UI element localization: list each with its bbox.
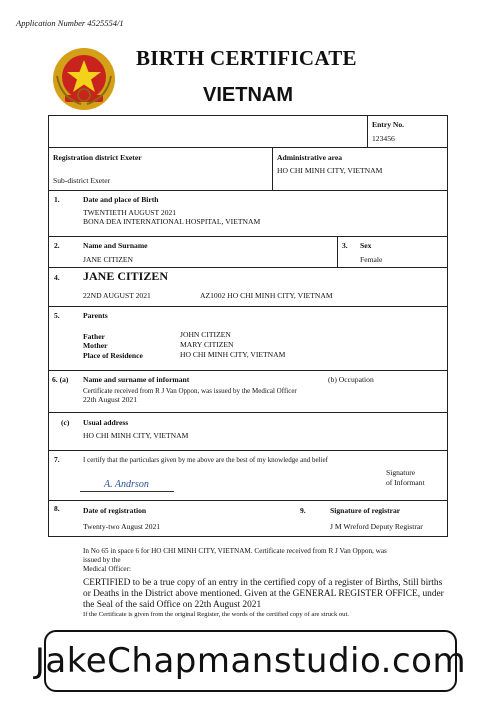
section-number: 7.: [54, 455, 60, 464]
child-address: AZ1002 HO CHI MINH CITY, VIETNAM: [200, 291, 333, 300]
footer-note: In No 65 in space 6 for HO CHI MINH CITY, VIETNAM. Certificate received from R J Van Oppon, was: [83, 547, 387, 555]
divider: [48, 147, 448, 148]
divider: [337, 236, 338, 267]
watermark-banner: JakeChapmanstudio.com: [44, 630, 457, 692]
usual-address-value: HO CHI MINH CITY, VIETNAM: [83, 431, 189, 440]
usual-address-label: Usual address: [83, 418, 129, 427]
informant-date: 22th August 2021: [83, 395, 138, 404]
section-number: 1.: [54, 195, 60, 204]
certified-text: CERTIFIED to be a true copy of an entry in the certified copy of a register of Births, Still births: [83, 578, 443, 588]
signature-line: [80, 491, 174, 492]
section-number: 5.: [54, 311, 60, 320]
country-title: VIETNAM: [203, 84, 293, 106]
signature-label-informant: of Informant: [386, 478, 425, 487]
application-number: Application Number 4525554/1: [16, 18, 124, 28]
certificate-title: BIRTH CERTIFICATE: [136, 46, 357, 70]
residence-label: Place of Residence: [83, 351, 143, 360]
divider: [48, 267, 448, 268]
mother-value: MARY CITIZEN: [180, 340, 234, 349]
informant-line: Certificate received from R J Van Oppon, was issued by the Medical Officer: [83, 387, 297, 395]
registrar-label: Signature of registrar: [330, 506, 401, 515]
residence-value: HO CHI MINH CITY, VIETNAM: [180, 350, 286, 359]
registrar-value: J M Wreford Deputy Registrar: [330, 522, 423, 531]
informant-label: Name and surname of informant: [83, 375, 190, 384]
vietnam-national-emblem-icon: [51, 46, 117, 112]
child-date: 22ND AUGUST 2021: [83, 291, 151, 300]
section-number: 2.: [54, 241, 60, 250]
registration-date-value: Twenty-two August 2021: [83, 522, 161, 531]
birth-label: Date and place of Birth: [83, 195, 159, 204]
birth-date: TWENTIETH AUGUST 2021: [83, 208, 177, 217]
name-label: Name and Surname: [83, 241, 148, 250]
section-number: 6. (a): [52, 375, 69, 384]
father-value: JOHN CITIZEN: [180, 330, 231, 339]
section-number: 3.: [342, 241, 348, 250]
entry-label: Entry No.: [372, 120, 405, 129]
divider: [48, 306, 448, 307]
divider: [272, 147, 273, 190]
divider: [367, 115, 368, 147]
child-name: JANE CITIZEN: [83, 269, 169, 283]
divider: [48, 190, 448, 191]
mother-label: Mother: [83, 341, 108, 350]
divider: [48, 500, 448, 501]
divider: [48, 370, 448, 371]
divider: [48, 450, 448, 451]
certified-text: or Deaths in the District above mentioned. Given at the GENERAL REGISTER OFFICE, under: [83, 589, 444, 599]
informant-signature: A. Andrson: [104, 479, 149, 490]
section-number: 4.: [54, 273, 60, 282]
footer-small-note: If the Certificate is given from the original Register, the words of the certified copy of are struck out.: [83, 611, 349, 618]
father-label: Father: [83, 332, 105, 341]
section-number: 8.: [54, 504, 60, 513]
parents-label: Parents: [83, 311, 108, 320]
certified-text: the Seal of the said Office on 22th August 2021: [83, 600, 262, 610]
footer-note: issued by the: [83, 556, 121, 564]
birth-place: BONA DEA INTERNATIONAL HOSPITAL, VIETNAM: [83, 217, 261, 226]
entry-value: 123456: [372, 134, 395, 143]
administrative-area-label: Administrative area: [277, 153, 343, 162]
registration-district-label: Registration district Exeter: [53, 153, 142, 162]
administrative-area-value: HO CHI MINH CITY, VIETNAM: [277, 166, 383, 175]
registration-date-label: Date of registration: [83, 506, 147, 515]
declaration-text: I certify that the particulars given by me above are the best of my knowledge and belief: [83, 456, 328, 464]
name-value: JANE CITIZEN: [83, 255, 133, 264]
sex-label: Sex: [360, 241, 372, 250]
section-number: 9.: [300, 506, 306, 515]
divider: [48, 236, 448, 237]
divider: [48, 412, 448, 413]
section-number: (c): [61, 418, 70, 427]
footer-note: Medical Officer:: [83, 565, 131, 573]
sex-value: Female: [360, 255, 383, 264]
occupation-label: (b) Occupation: [328, 375, 374, 384]
signature-label: Signature: [386, 468, 416, 477]
sub-district-label: Sub-district Exeter: [53, 176, 111, 185]
